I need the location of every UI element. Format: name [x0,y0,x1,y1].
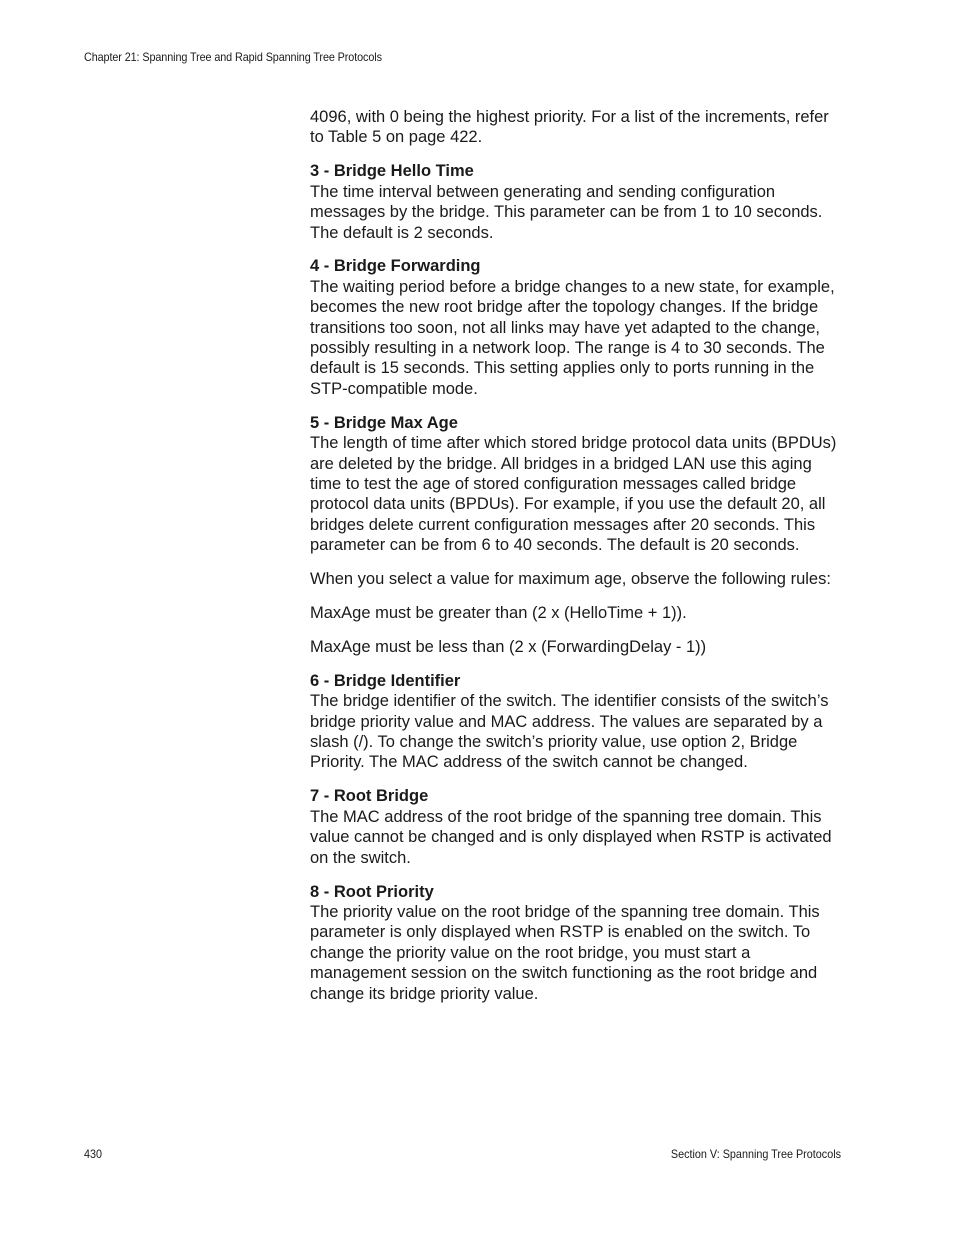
param-title: 5 - Bridge Max Age [310,413,458,432]
param-title: 3 - Bridge Hello Time [310,162,474,181]
param-bridge-forwarding [310,256,845,399]
param-description: The priority value on the root bridge of the spanning tree domain. This parameter is only displayed when RSTP is enabled on the switch. To change the priority value on the root bridge, you must start a management session on the switch functioning as the root bridge and change its bridge priority value. [310,902,820,1003]
running-header: Chapter 21: Spanning Tree and Rapid Spanning Tree Protocols [84,50,382,64]
param-description: The MAC address of the root bridge of the spanning tree domain. This value cannot be changed and is only displayed when RSTP is activated on the switch. [310,807,832,867]
param-description: The waiting period before a bridge changes to a new state, for example, becomes the new root bridge after the topology changes. If the bridge transitions too soon, not all links may have yet adapted to the change, possibly resulting in a network loop. The range is 4 to 30 seconds. The default is 15 seconds. This setting applies only to ports running in the STP-compatible mode. [310,277,835,398]
intro-paragraph: 4096, with 0 being the highest priority. For a list of the increments, refer to Table 5 on page 422. [310,108,829,147]
param-title: 4 - Bridge Forwarding [310,257,481,276]
page-number: 430 [84,1147,103,1161]
param-description: The length of time after which stored bridge protocol data units (BPDUs) are deleted by the bridge. All bridges in a bridged LAN use this aging time to test the age of stored configuration messages called bridge protocol data units (BPDUs). For example, if you use the default 20, all bridges delete current configuration messages after 20 seconds. This parameter can be from 6 to 40 seconds. The default is 20 seconds. [310,434,837,555]
rule-maxage-less: MaxAge must be less than (2 x (ForwardingDelay - 1)) [310,637,707,656]
param-title: 8 - Root Priority [310,882,434,901]
param-title: 7 - Root Bridge [310,787,429,806]
rule-maxage-greater: MaxAge must be greater than (2 x (HelloTime + 1)). [310,604,687,623]
footer-section-title: Section V: Spanning Tree Protocols [670,1147,841,1161]
param-title: 6 - Bridge Identifier [310,671,461,690]
param-root-priority [310,882,845,1004]
rules-intro: When you select a value for maximum age, observe the following rules: [310,570,831,589]
param-description: The time interval between generating and sending configuration messages by the bridge. This parameter can be from 1 to 10 seconds. The default is 2 seconds. [310,182,823,242]
param-bridge-identifier [310,671,845,773]
param-bridge-max-age [310,413,845,556]
page-body [310,107,845,1017]
param-description: The bridge identifier of the switch. The identifier consists of the switch’s bridge priority value and MAC address. The values are separated by a slash (/). To change the switch’s priority value, use option 2, Bridge Priority. The MAC address of the switch cannot be changed. [310,692,829,772]
param-bridge-hello-time [310,161,845,243]
param-root-bridge [310,786,845,868]
